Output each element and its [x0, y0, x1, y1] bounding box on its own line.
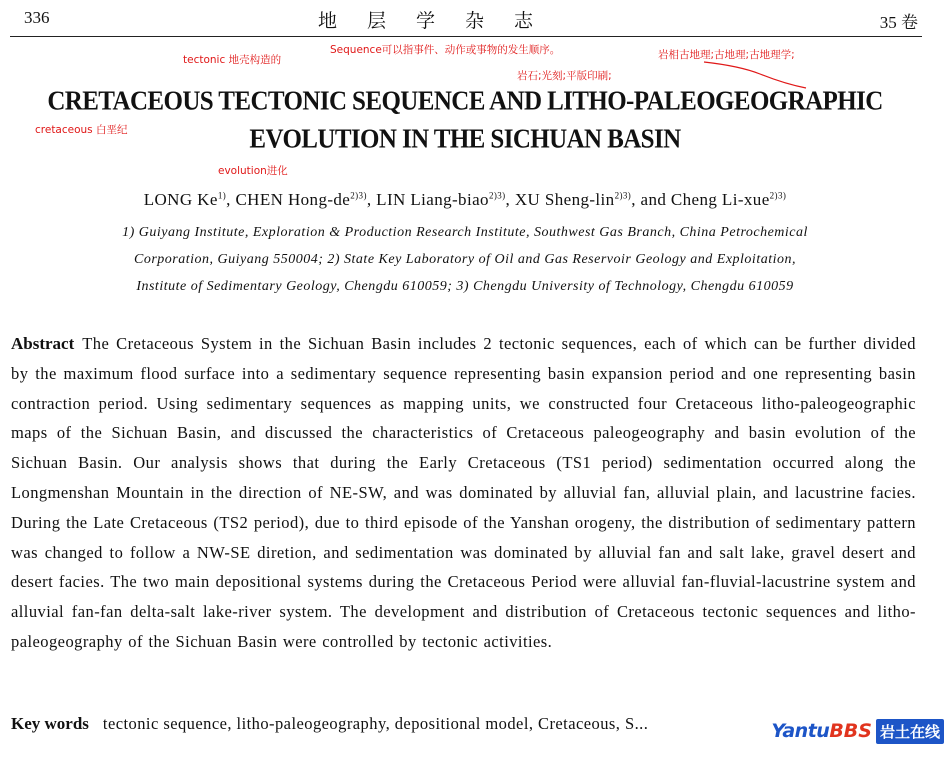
author-name: CHEN Hong-de	[235, 190, 351, 209]
keywords	[11, 714, 648, 734]
annotation-sequence: Sequence可以指事件、动作或事物的发生顺序。	[330, 44, 561, 56]
author-affiliation-mark: 2)3)	[614, 190, 632, 201]
keywords-label: Key words	[11, 714, 89, 733]
site-watermark	[771, 719, 944, 743]
watermark-yantu: Yantu	[771, 720, 830, 742]
watermark-bbs: BBS	[829, 720, 872, 742]
annotation-tectonic: tectonic 地壳构造的	[183, 54, 282, 66]
author-name: LONG Ke	[143, 190, 218, 209]
abstract-label: Abstract	[11, 334, 75, 353]
volume-number: 35 卷	[879, 13, 918, 32]
keywords-text: tectonic sequence, litho-paleogeography, depositional model, Cretaceous, S...	[102, 714, 649, 733]
affiliation-line: 1) Guiyang Institute, Exploration & Production Research Institute, Southwest Gas Branch, China Petrochemical	[122, 225, 808, 240]
author-name: LIN Liang-biao	[376, 190, 489, 209]
affiliation-line: Corporation, Guiyang 550004; 2) State Key Laboratory of Oil and Gas Reservoir Geology and Exploitation,	[133, 252, 796, 267]
header-rule	[10, 36, 922, 37]
abstract	[11, 329, 916, 657]
annotation-litho: 岩石;光刻;平版印刷;	[517, 70, 612, 82]
paper-title-line2: EVOLUTION IN THE SICHUAN BASIN	[249, 124, 681, 155]
author-affiliation-mark: 2)3)	[769, 190, 787, 201]
affiliations	[0, 219, 930, 300]
author-name: and Cheng Li-xue	[640, 190, 770, 209]
author-name: XU Sheng-lin	[514, 190, 615, 209]
journal-name: 地层学杂志	[318, 11, 564, 32]
annotation-cretaceous: cretaceous 白垩纪	[35, 124, 128, 136]
abstract-text: The Cretaceous System in the Sichuan Basin includes 2 tectonic sequences, each of which can be further divided by the maximum flood surface into a sedimentary sequence representing basin expansion period and one representing basin contraction period. Using sedimentary sequences as mapping units, we constructed four Cretaceous litho-paleogeographic maps of the Sichuan Basin, and discussed the characteristics of Cretaceous paleogeography and basin evolution of the Sichuan Basin. Our analysis shows that during the Early Cretaceous (TS1 period) sedimentation occurred along the Longmenshan Mountain in the direction of NE-SW, and was dominated by alluvial fan, alluvial plain, and lacustrine facies. During the Late Cretaceous (TS2 period), due to third episode of the Yanshan orogeny, the distribution of sedimentary pattern was changed to follow a NW-SE diretion, and sedimentation was dominated by alluvial fan and salt lake, gravel desert and desert facies. The two main depositional systems during the Cretaceous Period were alluvial fan-fluvial-lacustrine system and alluvial fan-fan delta-salt lake-river system. The development and distribution of Cretaceous tectonic sequences and litho-paleogeography of the Sichuan Basin were controlled by tectonic activities.	[11, 334, 916, 651]
watermark-chinese: 岩土在线	[876, 719, 944, 744]
annotation-evolution: evolution进化	[218, 165, 288, 177]
affiliation-line: Institute of Sedimentary Geology, Chengdu 610059; 3) Chengdu University of Technology, Chengdu 610059	[136, 279, 794, 294]
author-list: LONG Ke$^{1)}$, CHEN Hong-$de^{2)3)}$, LIN Liang-biao$^{2)3)}$, XU Sheng-lin$^{2)3)}$, and Cheng Li-xue$^{2)3)}$	[143, 190, 787, 209]
annotation-paleogeography: 岩相古地理;古地理;古地理学;	[658, 49, 795, 61]
author-affiliation-mark: 2)3)	[350, 190, 367, 201]
page-number: 336	[24, 8, 50, 27]
author-affiliation-mark: 1)	[217, 190, 227, 201]
paper-title-line1: CRETACEOUS TECTONIC SEQUENCE AND LITHO-PALEOGEOGRAPHIC	[47, 86, 883, 117]
author-affiliation-mark: 2)3)	[488, 190, 506, 201]
